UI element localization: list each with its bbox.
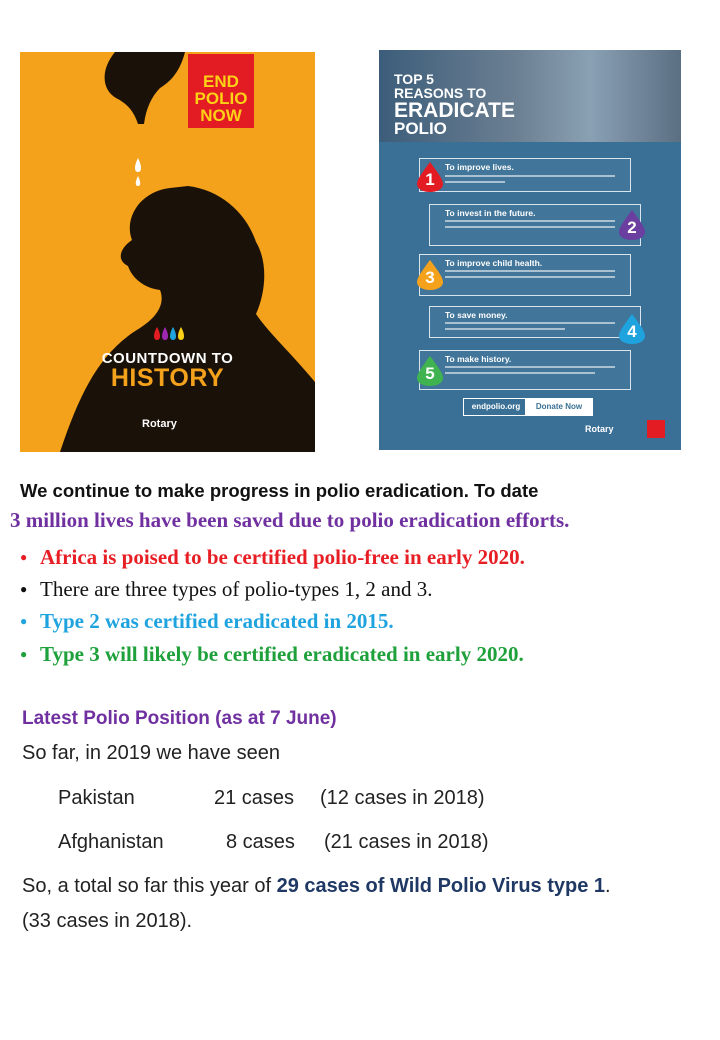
reason-fine-print: [445, 181, 505, 183]
bullet-text: Africa is poised to be certified polio-free in early 2020.: [40, 545, 525, 569]
bullet-text: Type 3 will likely be certified eradicated in early 2020.: [40, 642, 524, 666]
bullet-marker-icon: ●: [20, 582, 28, 596]
poster-title-line-3: ERADICATE: [394, 99, 515, 122]
reason-fine-print: [445, 328, 565, 330]
reason-fine-print: [445, 220, 615, 222]
bullet-item: [20, 609, 394, 634]
bullet-item: [20, 577, 432, 602]
poster-title-line-1: TOP 5: [394, 71, 434, 87]
total-cases-2018: (33 cases in 2018).: [22, 910, 193, 932]
badge-line-2: POLIO: [194, 89, 248, 108]
bullet-item: [20, 545, 525, 570]
rotary-logo: Rotary: [142, 418, 177, 430]
so-far-text: So far, in 2019 we have seen: [22, 742, 280, 764]
case-count: 8 cases: [226, 831, 295, 853]
countdown-text: COUNTDOWN TO: [101, 350, 234, 367]
case-note: (12 cases in 2018): [320, 787, 485, 809]
reason-fine-print: [445, 175, 615, 177]
end-polio-now-badge: [188, 54, 254, 128]
end-polio-now-logo: [647, 420, 665, 438]
reason-fine-print: [445, 276, 615, 278]
reason-title: To invest in the future.: [445, 208, 536, 218]
bullet-text: There are three types of polio-types 1, 2 and 3.: [40, 577, 433, 601]
country-name: Pakistan: [58, 787, 135, 809]
lives-saved-text: 3 million lives have been saved due to polio eradication efforts.: [10, 508, 570, 532]
reason-title: To make history.: [445, 354, 512, 364]
total-cases-text: [22, 875, 611, 898]
badge-line-1: END: [203, 72, 239, 91]
bullet-marker-icon: ●: [20, 550, 28, 564]
reason-title: To save money.: [445, 310, 508, 320]
reason-title: To improve child health.: [445, 258, 543, 268]
poster-title-line-2: REASONS TO: [394, 85, 487, 101]
case-count: 21 cases: [214, 787, 295, 809]
bullet-item: [20, 642, 524, 667]
endpolio-url: endpolio.org: [463, 398, 529, 416]
reason-number: 1: [425, 170, 435, 189]
bullet-marker-icon: ●: [20, 614, 28, 628]
reason-fine-print: [445, 270, 615, 272]
total-prefix: So, a total so far this year of: [22, 875, 277, 897]
reason-fine-print: [445, 226, 615, 228]
intro-text: We continue to make progress in polio eradication. To date: [20, 480, 539, 501]
total-bold: 29 cases of Wild Polio Virus type 1: [276, 875, 606, 897]
reason-number: 2: [627, 218, 637, 237]
rotary-logo: Rotary: [585, 424, 614, 434]
reason-fine-print: [445, 366, 615, 368]
polio-position-title: Latest Polio Position (as at 7 June): [22, 708, 337, 729]
reason-number: 4: [627, 322, 637, 341]
country-name: Afghanistan: [58, 831, 164, 853]
case-note: (21 cases in 2018): [324, 831, 489, 853]
reason-number: 3: [425, 268, 435, 287]
reason-title: To improve lives.: [445, 162, 514, 172]
badge-line-3: NOW: [200, 106, 242, 125]
top-5-reasons-poster: [379, 50, 681, 450]
bullet-text: Type 2 was certified eradicated in 2015.: [40, 609, 394, 633]
donate-now-label: Donate Now: [525, 398, 593, 416]
poster-title-line-4: POLIO: [394, 119, 447, 138]
total-suffix: .: [605, 875, 611, 897]
reason-fine-print: [445, 372, 595, 374]
end-polio-now-poster: [20, 52, 315, 452]
history-text: HISTORY: [110, 364, 225, 392]
bullet-marker-icon: ●: [20, 647, 28, 661]
reason-number: 5: [425, 364, 435, 383]
reason-fine-print: [445, 322, 615, 324]
colored-drops-icon: [153, 327, 185, 341]
